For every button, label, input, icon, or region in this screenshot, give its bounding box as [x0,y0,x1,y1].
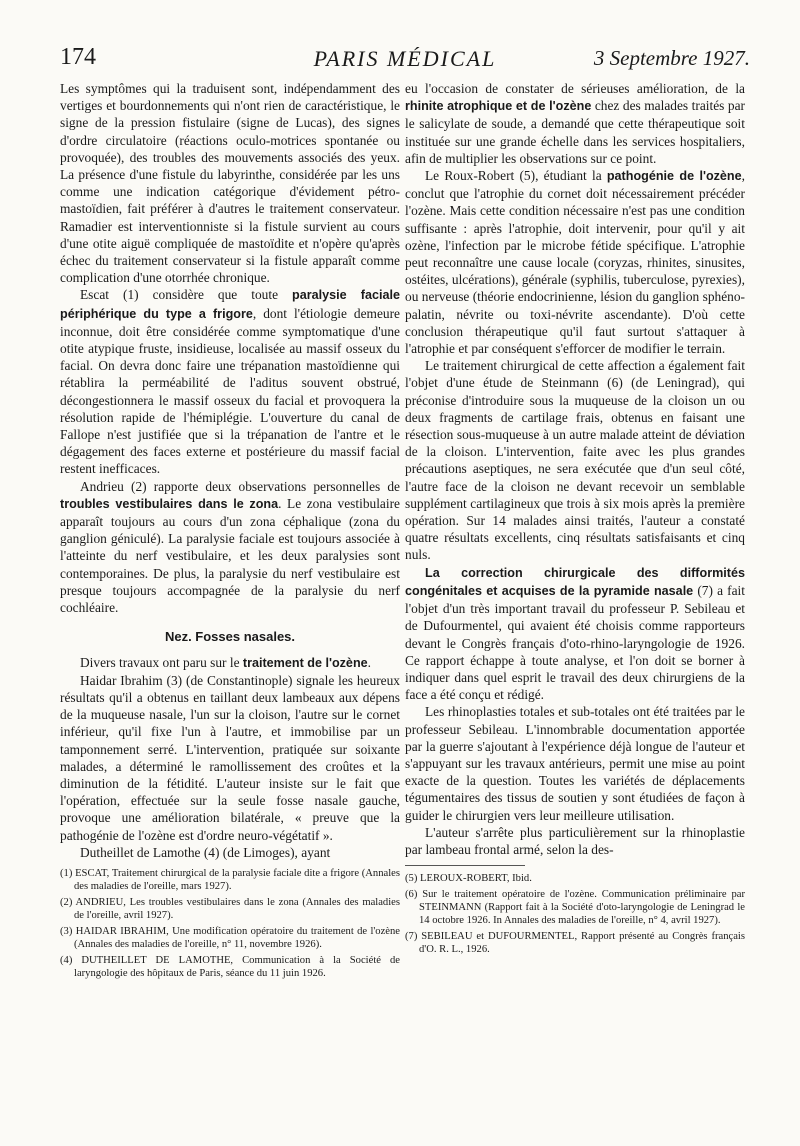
bold-term: paralysie faciale périphérique du type a frigore [60,288,401,321]
paragraph: L'auteur s'arrête plus particulièrement sur la rhinoplastie par lambeau frontal armé, selon la des- [405,824,745,857]
paragraph: Les rhinoplasties totales et sub-totales ont été traitées par le professeur Sebileau. L'innombrable documentation apportée par la guerre s'ajoutant à l'expérience déjà longue de l'auteur et s'appuyant sur les travaux antérieurs, permit une mise au point exacte de la question. Toutes les variétés de déplacements tégumentaires des tissus de soutien y sont étudiées de façon à guider le chirurgien vers leur meilleure utilisation. [405,704,745,823]
footnote: (5) LEROUX-ROBERT, Ibid. [405,873,532,885]
footnote-divider [405,865,525,866]
running-header [60,44,750,74]
left-column [60,80,400,983]
bold-term: rhinite atrophique et de l'ozène [405,99,592,114]
issue-date: 3 Septembre 1927. [593,46,750,70]
footnote: (2) ANDRIEU, Les troubles vestibulaires dans le zona (Annales des maladies de l'oreille, avril 1927). [60,896,400,921]
paragraph: Dutheillet de Lamothe (4) (de Limoges), ayant [80,844,331,860]
footnotes [60,867,400,980]
paragraph: Le Roux-Robert (5), étudiant la pathogénie de l'ozène, conclut que l'atrophie du cornet doit nécessairement précéder l'ozène. Mais cette condition nécessaire n'est pas une condition suffisante : après l'atrophie, doit intervenir, pour qu'il y ait ozène, l'infection par le microbe fétide spécifique. L'atrophie peut reconnaître une cause locale (coryzas, rhinites, sinusites, ostéites, ulcérations), générale (syphilis, tuberculose, pyrexies), ou nerveuse (théorie endocrinienne, lésion du ganglion sphéno-palatin, névrite ou toxi-névrite ascendante). D'où cette conclusion thérapeutique qu'il faut surtout s'attaquer à l'atrophie et par conséquent s'efforcer de modifier le terrain. [405,168,745,357]
bold-term: troubles vestibulaires dans le zona [60,496,279,511]
journal-title: PARIS MÉDICAL [313,46,497,71]
footnote: (4) DUTHEILLET DE LAMOTHE, Communication à la Société de laryngologie des hôpitaux de Paris, séance du 11 juin 1926. [60,954,400,979]
footnote: (1) ESCAT, Traitement chirurgical de la paralysie faciale dite a frigore (Annales des maladies de l'oreille, mars 1927). [60,867,400,892]
footnote: (3) HAIDAR IBRAHIM, Une modification opératoire du traitement de l'ozène (Annales des maladies de l'oreille, n° 11, novembre 1926). [60,925,400,950]
right-column [405,80,745,959]
paragraph: Haidar Ibrahim (3) (de Constantinople) signale les heureux résultats qu'il a obtenus en taillant deux lambeaux aux dépens de la muqueuse nasale, l'un sur la cloison, l'autre sur le cornet inférieur, qu'il fixe l'un à l'autre, et immobilise par un tamponnement serré. L'intervention, pratiquée sur soixante malades, a déterminé le ramollissement des croûtes et la diminution de la fétidité. L'auteur insiste sur le fait que l'opération, effectuée sur la seule fosse nasale gauche, provoque une amélioration bilatérale, « preuve que la pathogénie de l'ozène est d'ordre neuro-végétatif ». [60,672,400,843]
page-number: 174 [60,44,96,70]
paragraph: Andrieu (2) rapporte deux observations personnelles de troubles vestibulaires dans le zona. Le zona vestibulaire apparaît toujours au cours d'un zona céphalique (zona du ganglion géniculé). La paralysie faciale est toujours associée à l'atteinte du nerf vestibulaire, et les deux paralysies sont contemporaines. De plus, la paralysie du nerf vestibulaire est presque toujours accompagnée de la paralysie du nerf cochléaire. [60,478,400,616]
paragraph: eu l'occasion de constater de sérieuses amélioration, de la rhinite atrophique et de l'ozène chez des malades traités par le salicylate de soude, a demandé que cette thérapeutique soit instituée sur une grande échelle dans les services hospitaliers, afin de multiplier les observations sur ce point. [405,81,745,166]
section-heading: Nez. Fosses nasales. [164,629,296,645]
paragraph: Les symptômes qui la traduisent sont, indépendamment des vertiges et bourdonnements qui n'ont rien de caractéristique, le signe de la pression fistulaire (signe de Lucas), des signes d'ordre circulatoire (réactions oculo-motrices spontanée ou provoquée), des troubles des mouvements associés des yeux. La présence d'une fistule du labyrinthe, considérée par les uns comme une indication catégorique d'évidement pétro-mastoïdien, fait préférer à d'autres le traitement conservateur. Ramadier est interventionniste si la fistule survient au cours d'une otite aiguë compliquée de mastoïdite et n'opère qu'après échec du traitement conservateur si la fistule apparaît comme complication d'une otorrhée chronique. [60,81,400,286]
paragraph: La correction chirurgicale des difformités congénitales et acquises de la pyramide nasale (7) a fait l'objet d'un très important travail du professeur P. Sebileau et de Dufourmentel, qui avaient été choisis comme rapporteurs devant le Congrès français d'oto-rhino-laryngologie de 1926. Ce rapport échappe à toute analyse, et l'on doit se borner à indiquer dans quel esprit le travail des deux chirurgiens de la face a été conçu et rédigé. [405,565,746,703]
bold-term: La correction chirurgicale des difformités congénitales et acquises de la pyramide nasale [405,565,745,598]
footnote: (6) Sur le traitement opératoire de l'ozène. Communication préliminaire par STEINMANN (Rapport fait à la Société d'oto-laryngologie de Leningrad le 14 octobre 1926. In Annales des maladies de l'oreille, n° 4, avril 1927). [405,889,745,927]
paragraph: Le traitement chirurgical de cette affection a également fait l'objet d'une étude de Steinmann (6) (de Leningrad), qui préconise d'introduire sous la muqueuse de la cloison un ou deux fragments de cartilage frais, obtenus en faisant une résection sous-muqueuse à un autre malade atteint de déviation de la cloison. L'intervention, faite avec les plus grandes précautions aseptiques, ne sera exécutée que d'un seul côté, l'autre face de la cloison ne devant recevoir un semblable supplément cartilagineux que trois à six mois après la première opération. Sur 14 malades ainsi traités, l'auteur a constaté quatre résultats excellents, cinq résultats satisfaisants et cinq nuls. [405,358,745,563]
footnotes [405,872,745,956]
paragraph: Escat (1) considère que toute paralysie faciale périphérique du type a frigore, dont l'étiologie demeure inconnue, doit être considérée comme symptomatique d'une otite atypique fruste, insidieuse, localisée au massif osseux du facial. On devra donc faire une trépanation mastoïdienne qui rétablira la perméabilité de l'aditus souvent obstrué, décongestionnera le massif osseux du facial et provoquera la résolution rapide de l'hémiplégie. L'ouverture du canal de Fallope n'est justifiée que si la trépanation de l'antre et le dégagement des faces externe et postérieure du massif facial restent inefficaces. [60,287,401,477]
bold-term: traitement de l'ozène [242,655,368,670]
paragraph: Divers travaux ont paru sur le traitement de l'ozène. [80,654,371,670]
bold-term: pathogénie de l'ozène [606,169,742,184]
footnote: (7) SEBILEAU et DUFOURMENTEL, Rapport présenté au Congrès français d'O. R. L., 1926. [405,931,745,956]
